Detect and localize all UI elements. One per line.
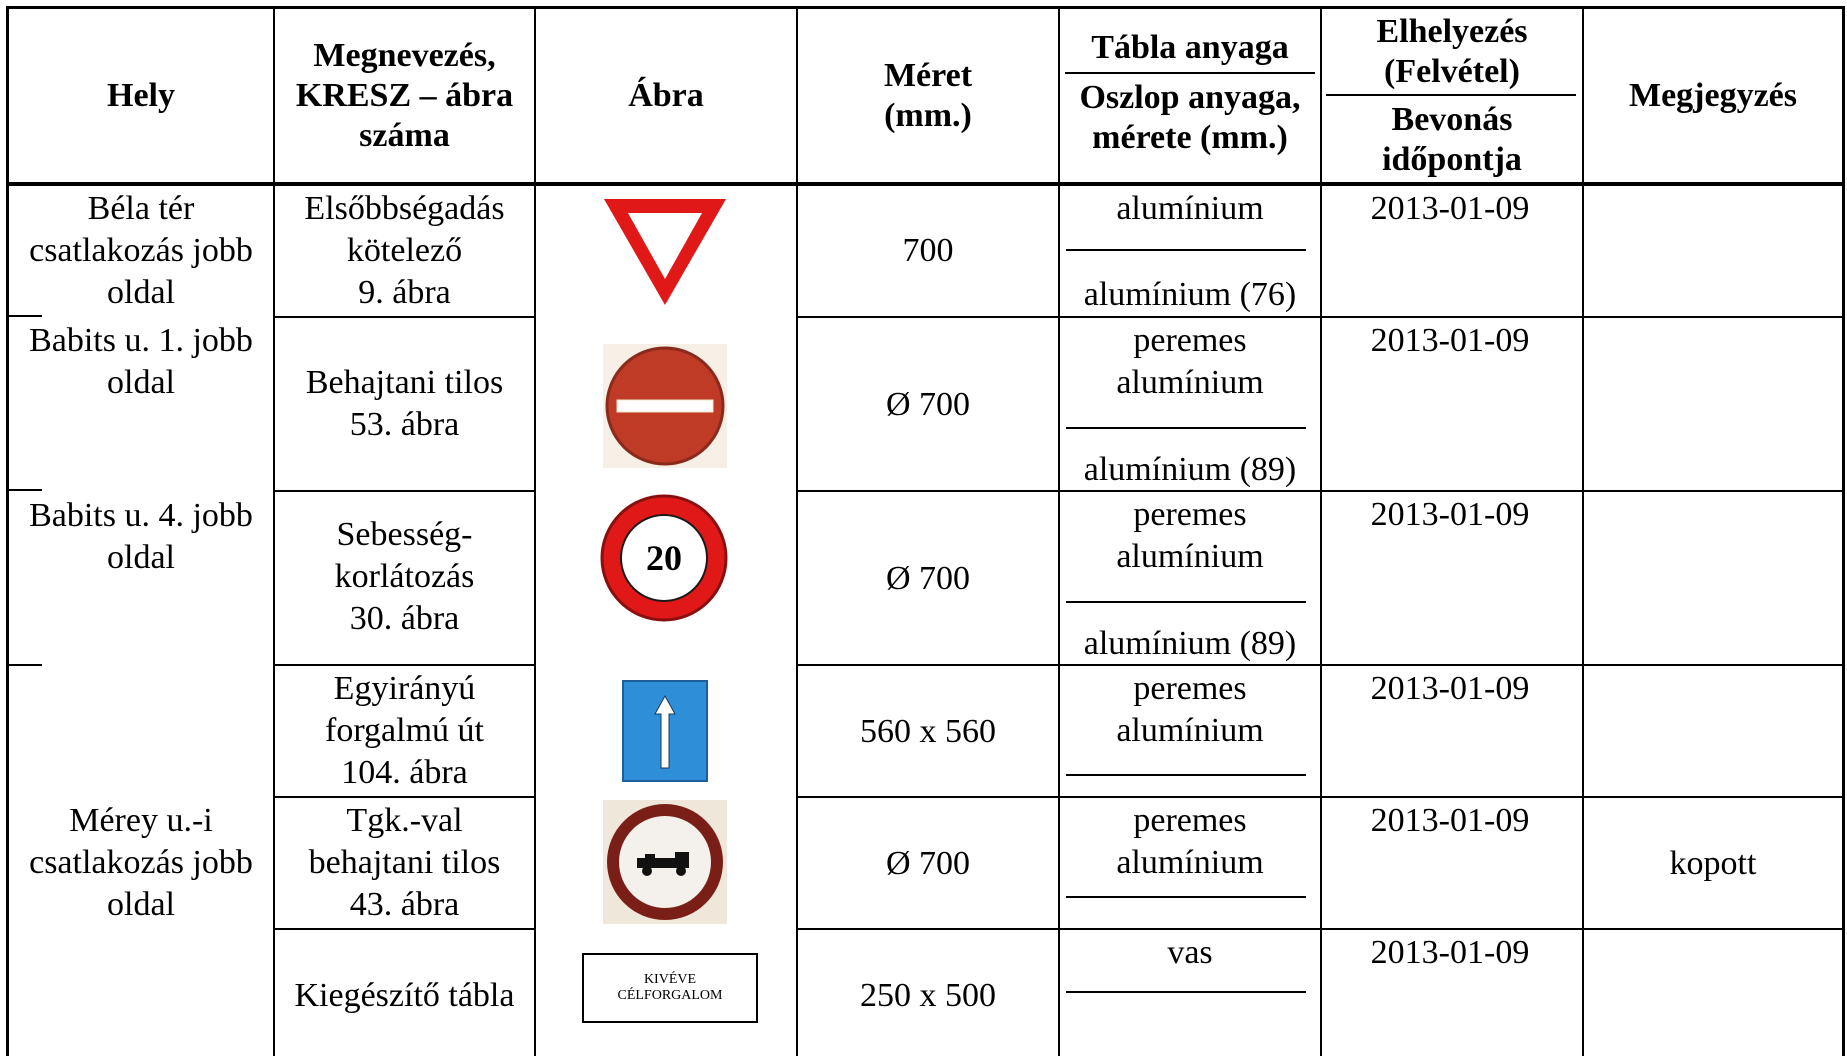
row-separator — [273, 490, 536, 492]
table-left-border — [6, 6, 9, 1056]
header-bevonas — [1321, 100, 1583, 184]
column-separator — [1320, 6, 1322, 1056]
row-5-plate — [1059, 800, 1321, 884]
header-bevonas-line1: Bevonás — [1391, 101, 1513, 138]
location-line: Mérey u.-i — [69, 802, 213, 839]
post-material: alumínium (89) — [1083, 625, 1297, 662]
no-entry-sign-icon — [603, 344, 727, 468]
row-4-date — [1321, 668, 1579, 710]
size-value: Ø 700 — [885, 560, 971, 597]
row-1-name — [274, 188, 535, 314]
date-value: 2013-01-09 — [1370, 802, 1530, 839]
row-separator — [273, 928, 536, 930]
one-way-sign-icon — [622, 680, 708, 782]
row-1-post — [1059, 274, 1321, 316]
row-1-date — [1321, 188, 1579, 230]
row-6-size — [797, 975, 1059, 1017]
name-line: kötelező — [346, 232, 463, 269]
size-value: 250 x 500 — [860, 977, 996, 1014]
name-line: Sebesség- — [336, 516, 473, 553]
row-3-plate — [1059, 494, 1321, 578]
location-stub-mark — [8, 315, 42, 317]
row-1-plate — [1059, 188, 1321, 230]
plate-material: alumínium — [1116, 712, 1264, 749]
row-separator — [796, 664, 1845, 666]
plate-material: vas — [1167, 934, 1213, 971]
row-4-name — [274, 668, 535, 794]
column-separator — [1582, 6, 1584, 1056]
row-2-name — [274, 362, 535, 446]
location-line: Béla tér — [87, 190, 195, 227]
header-oszlop-line1: Oszlop anyaga, — [1079, 79, 1301, 116]
location-merey — [8, 800, 274, 928]
header-elhelyezes-line1: Elhelyezés — [1376, 13, 1528, 50]
location-line: oldal — [107, 539, 175, 576]
location-line: csatlakozás jobb — [29, 844, 253, 881]
table-top-border — [6, 6, 1845, 9]
plate-material: alumínium — [1116, 844, 1264, 881]
location-stub-mark — [8, 489, 42, 491]
row-4-plate — [1059, 668, 1321, 752]
row-5-material-separator — [1066, 896, 1306, 898]
name-line: 104. ábra — [341, 754, 468, 791]
name-line: 43. ábra — [349, 886, 460, 923]
note-value: kopott — [1669, 845, 1757, 882]
name-line: forgalmú út — [325, 712, 484, 749]
row-5-note — [1583, 843, 1843, 885]
name-line: Elsőbbségadás — [304, 190, 505, 227]
location-line: csatlakozás jobb — [29, 232, 253, 269]
header-meret-line1: Méret — [883, 57, 973, 94]
name-line: Tgk.-val — [346, 802, 463, 839]
row-2-size — [797, 384, 1059, 426]
row-3-material-separator — [1066, 601, 1306, 603]
name-line: Kiegészítő tábla — [294, 977, 515, 1014]
name-line: behajtani tilos — [308, 844, 501, 881]
row-6-name — [274, 975, 535, 1017]
name-line: korlátozás — [334, 558, 475, 595]
size-value: Ø 700 — [885, 845, 971, 882]
location-stub-mark — [8, 664, 42, 666]
plate-text-line: CÉLFORGALOM — [617, 988, 723, 1003]
header-megnevezes — [274, 8, 535, 184]
row-2-material-separator — [1066, 427, 1306, 429]
header-meret-line2: (mm.) — [884, 97, 972, 134]
header-abra-text: Ábra — [628, 77, 704, 114]
location-line: Babits u. 4. jobb — [29, 497, 253, 534]
column-separator — [796, 6, 798, 1056]
row-6-plate — [1059, 932, 1321, 974]
speed-limit-sign-icon — [598, 492, 730, 624]
row-separator — [796, 316, 1845, 318]
column-separator — [534, 6, 536, 1056]
row-1-material-separator — [1066, 249, 1306, 251]
header-elhelyezes-line2: (Felvétel) — [1384, 53, 1520, 90]
location-babits-4 — [8, 495, 274, 579]
header-hely — [8, 8, 274, 184]
header-megnevezes-line3: száma — [359, 117, 450, 154]
header-bevonas-line2: időpontja — [1382, 141, 1522, 178]
no-trucks-sign-icon — [603, 800, 727, 924]
row-2-plate — [1059, 320, 1321, 404]
name-line: 53. ábra — [349, 406, 460, 443]
row-3-name — [274, 514, 535, 640]
date-value: 2013-01-09 — [1370, 496, 1530, 533]
size-value: Ø 700 — [885, 386, 971, 423]
date-value: 2013-01-09 — [1370, 934, 1530, 971]
row-5-size — [797, 843, 1059, 885]
header-tabla-anyaga-text: Tábla anyaga — [1091, 29, 1289, 66]
location-line: Babits u. 1. jobb — [29, 322, 253, 359]
date-value: 2013-01-09 — [1370, 190, 1530, 227]
plate-material: alumínium — [1116, 364, 1264, 401]
row-separator — [273, 664, 536, 666]
location-line: oldal — [107, 274, 175, 311]
header-tabla-anyaga — [1059, 28, 1321, 70]
row-3-date — [1321, 494, 1579, 536]
row-1-size — [797, 230, 1059, 272]
size-value: 560 x 560 — [860, 713, 996, 750]
header-meret — [797, 8, 1059, 184]
row-separator — [273, 316, 536, 318]
location-line: oldal — [107, 364, 175, 401]
name-line: 9. ábra — [358, 274, 451, 311]
yield-sign-icon — [600, 195, 730, 310]
row-3-size — [797, 558, 1059, 600]
plate-material: alumínium — [1116, 190, 1264, 227]
row-2-post — [1059, 449, 1321, 491]
column-separator — [273, 6, 275, 1056]
header-hely-text: Hely — [107, 77, 175, 114]
row-2-date — [1321, 320, 1579, 362]
row-separator — [796, 928, 1845, 930]
plate-material: peremes — [1133, 496, 1247, 533]
header-elhelyezes — [1321, 12, 1583, 96]
date-value: 2013-01-09 — [1370, 322, 1530, 359]
row-separator — [796, 796, 1845, 798]
location-line: oldal — [107, 886, 175, 923]
row-6-material-separator — [1066, 991, 1306, 993]
header-megnevezes-line1: Megnevezés, — [313, 37, 496, 74]
supplementary-plate-icon — [582, 953, 758, 1023]
location-babits-1 — [8, 320, 274, 404]
row-3-post — [1059, 623, 1321, 665]
header-tabla-separator — [1065, 72, 1315, 74]
column-separator — [1058, 6, 1060, 1056]
header-bottom-border — [6, 182, 1845, 186]
location-bela-ter — [8, 188, 274, 316]
speed-limit-value: 20 — [646, 538, 682, 578]
header-oszlop-anyaga — [1059, 78, 1321, 162]
post-material: alumínium (76) — [1083, 276, 1297, 313]
row-4-size — [797, 711, 1059, 753]
date-value: 2013-01-09 — [1370, 670, 1530, 707]
header-oszlop-line2: mérete (mm.) — [1092, 119, 1288, 156]
plate-text-line: KIVÉVE — [643, 972, 697, 987]
header-megjegyzes — [1583, 8, 1843, 184]
header-megnevezes-line2: KRESZ – ábra — [295, 77, 514, 114]
row-separator — [796, 490, 1845, 492]
post-material: alumínium (89) — [1083, 451, 1297, 488]
row-separator — [273, 796, 536, 798]
header-abra — [535, 8, 797, 184]
header-elhelyezes-separator — [1326, 94, 1576, 96]
plate-material: peremes — [1133, 670, 1247, 707]
row-5-date — [1321, 800, 1579, 842]
size-value: 700 — [902, 232, 954, 269]
row-5-name — [274, 800, 535, 926]
plate-material: peremes — [1133, 322, 1247, 359]
name-line: Egyirányú — [333, 670, 476, 707]
plate-material: peremes — [1133, 802, 1247, 839]
row-6-date — [1321, 932, 1579, 974]
name-line: Behajtani tilos — [305, 364, 504, 401]
header-megjegyzes-text: Megjegyzés — [1628, 77, 1797, 114]
plate-material: alumínium — [1116, 538, 1264, 575]
table-right-border — [1842, 6, 1845, 1056]
row-4-material-separator — [1066, 774, 1306, 776]
name-line: 30. ábra — [349, 600, 460, 637]
